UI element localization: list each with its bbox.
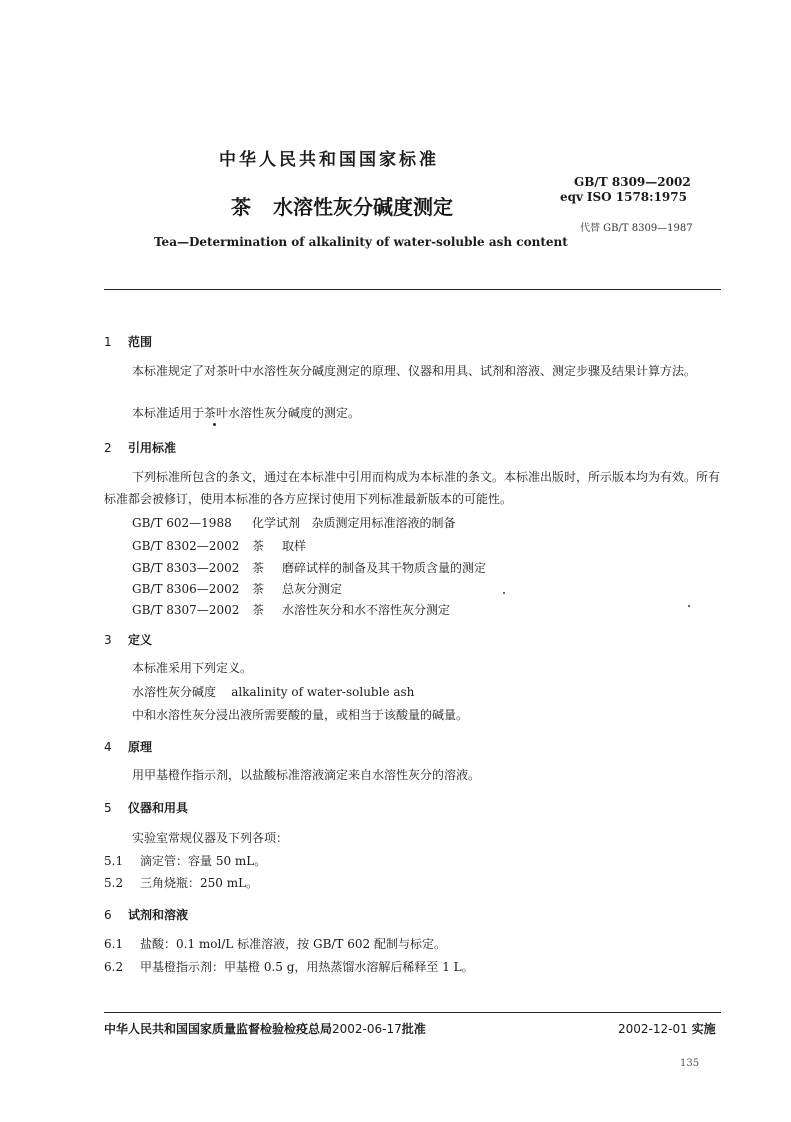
reference-line: GB/T 8302—2002 茶 取样 [132, 539, 307, 553]
section-1-paragraph-2: 本标准适用于茶叶水溶性灰分碱度的测定。 [132, 406, 361, 420]
org-title: 中华人民共和国国家标准 [219, 150, 439, 170]
page-number: 135 [680, 1058, 700, 1069]
scan-speck [688, 605, 690, 607]
list-item: 5.2 三角烧瓶：250 mL。 [104, 876, 259, 890]
section-6-heading: 6 试剂和溶液 [104, 908, 189, 922]
gb-code: GB/T 8309—2002 [574, 175, 691, 189]
scan-speck [503, 592, 505, 594]
section-5-paragraph: 实验室常规仪器及下列各项： [132, 831, 289, 845]
section-3-heading: 3 定义 [104, 633, 153, 647]
standard-title [231, 191, 453, 220]
title-part-2: 水溶性灰分碱度测定 [273, 195, 453, 219]
section-1-paragraph-1: 本标准规定了对茶叶中水溶性灰分碱度测定的原理、仪器和用具、试剂和溶液、测定步骤及结果计算方法。 [132, 364, 697, 378]
section-4-heading: 4 原理 [104, 740, 153, 754]
issuer-line: 中华人民共和国国家质量监督检验检疫总局2002-06-17批准 [104, 1022, 426, 1036]
section-5-heading: 5 仪器和用具 [104, 801, 189, 815]
section-3-paragraph-1: 本标准采用下列定义。 [132, 661, 253, 675]
eqv-code: eqv ISO 1578:1975 [560, 190, 687, 204]
english-title: Tea—Determination of alkalinity of water-soluble ash content [154, 235, 568, 249]
section-1-heading: 1 范围 [104, 335, 153, 349]
title-part-1: 茶 [231, 195, 251, 219]
implementation-date: 2002-12-01 实施 [618, 1022, 716, 1036]
reference-line: GB/T 8303—2002 茶 磨碎试样的制备及其干物质含量的测定 [132, 561, 487, 575]
list-item: 6.2 甲基橙指示剂：甲基橙 0.5 g，用热蒸馏水溶解后稀释至 1 L。 [104, 960, 474, 974]
replaces-note: 代替 GB/T 8309—1987 [580, 223, 693, 234]
footer-rule [104, 1012, 721, 1013]
definition-term: 水溶性灰分碱度 alkalinity of water-soluble ash [132, 685, 415, 699]
reference-line: GB/T 602—1988 化学试剂 杂质测定用标准溶液的制备 [132, 516, 456, 530]
section-2-paragraph: 下列标准所包含的条文，通过在本标准中引用而构成为本标准的条文。本标准出版时，所示版本均为有效。所有标准都会被修订，使用本标准的各方应探讨使用下列标准最新版本的可能性。 [104, 470, 721, 506]
standard-codes [560, 175, 691, 205]
scan-speck [213, 423, 216, 426]
reference-line: GB/T 8307—2002 茶 水溶性灰分和水不溶性灰分测定 [132, 603, 451, 617]
header-rule [104, 289, 721, 290]
section-2-heading: 2 引用标准 [104, 441, 177, 455]
list-item: 5.1 滴定管：容量 50 mL。 [104, 854, 267, 868]
list-item: 6.1 盐酸：0.1 mol/L 标准溶液，按 GB/T 602 配制与标定。 [104, 937, 446, 951]
section-4-paragraph: 用甲基橙作指示剂，以盐酸标准溶液滴定来自水溶性灰分的溶液。 [132, 768, 481, 782]
reference-line: GB/T 8306—2002 茶 总灰分测定 [132, 582, 343, 596]
definition-text: 中和水溶性灰分浸出液所需要酸的量，或相当于该酸量的碱量。 [132, 708, 469, 722]
